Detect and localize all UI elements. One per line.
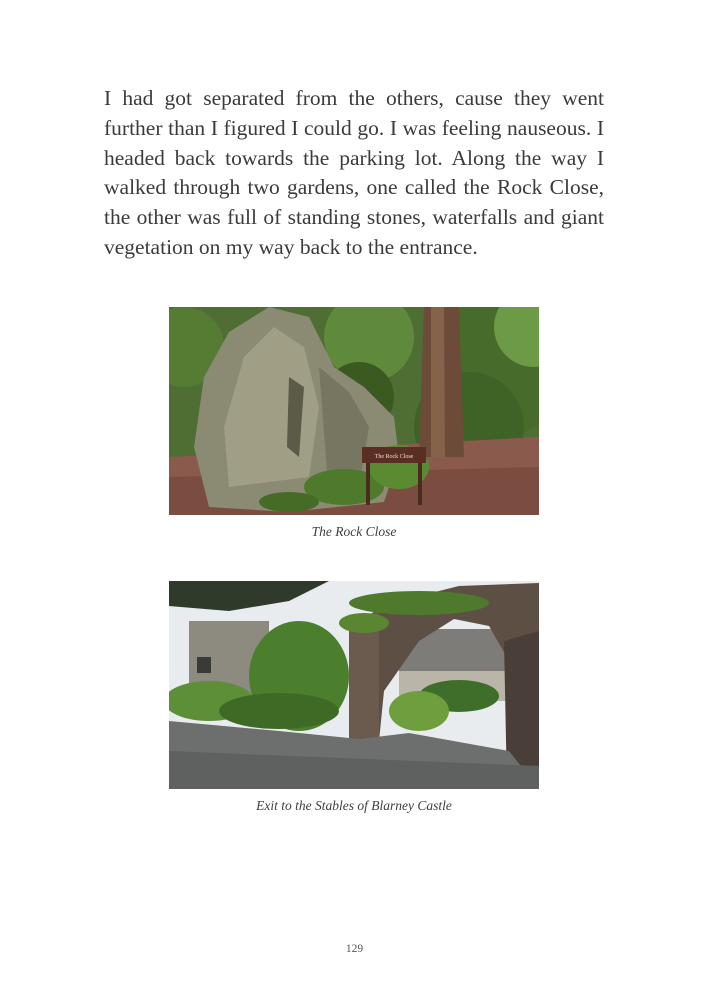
body-paragraph: I had got separated from the others, cause they went further than I figured I could go. I was feeling nauseous. I headed back towards the parking lot. Along the way I walked through two gardens, one called the Rock Close, the other was full of standing stones, waterfalls and giant vegetation on my way back to the entrance. <box>104 86 604 259</box>
sign-text: The Rock Close <box>374 454 414 460</box>
stables-exit-photo <box>169 581 539 789</box>
figure-caption: Exit to the Stables of Blarney Castle <box>256 798 452 813</box>
page-number: 129 <box>345 943 364 955</box>
figure-stables-exit <box>169 581 539 814</box>
figure-rock-close <box>169 307 539 540</box>
rock-close-photo <box>169 307 539 515</box>
figure-caption: The Rock Close <box>311 524 397 539</box>
